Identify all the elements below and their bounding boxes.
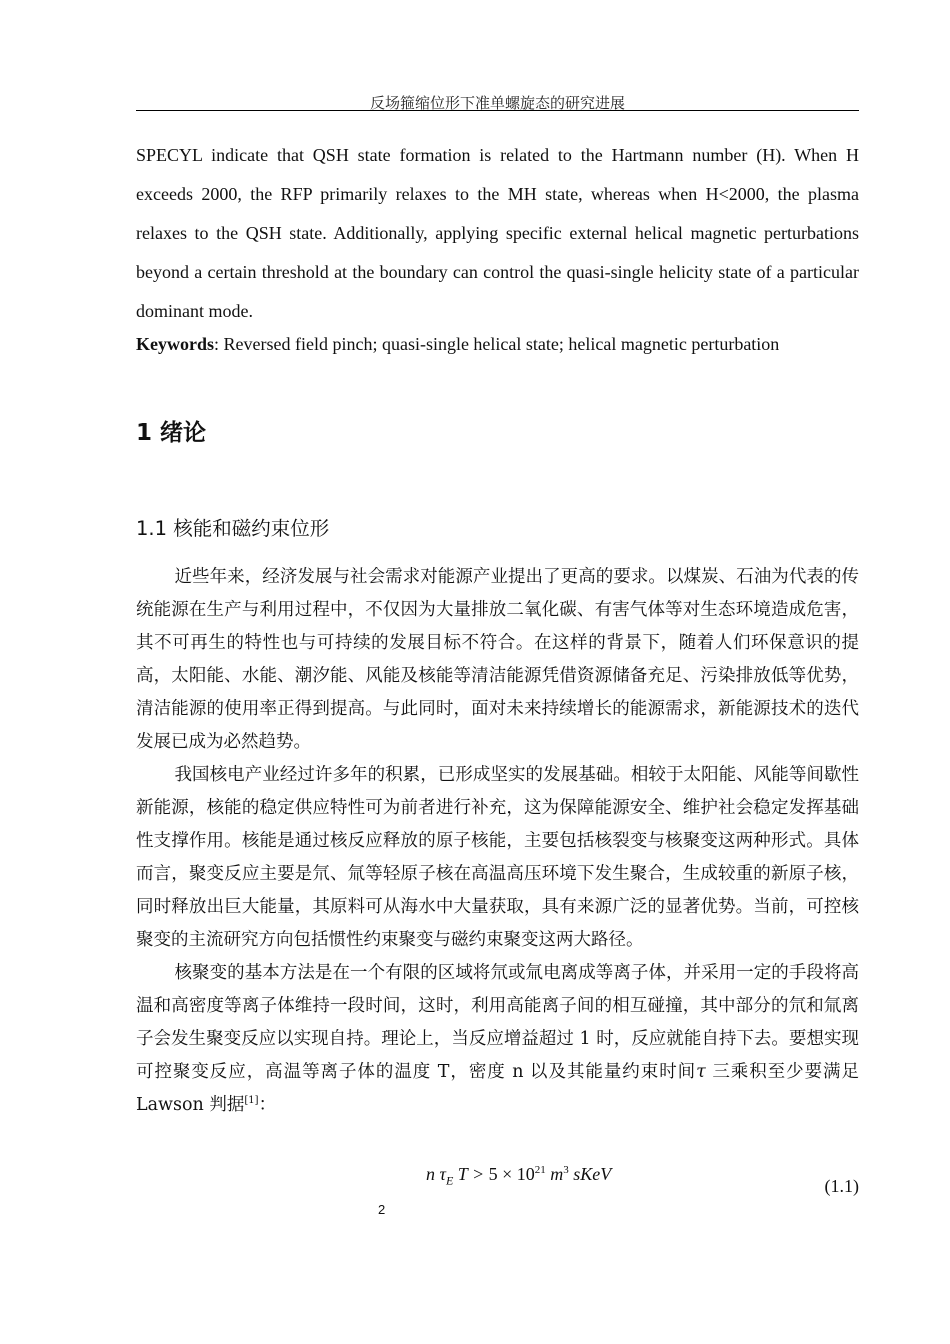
body-text xyxy=(136,561,859,1122)
equation-1-1 xyxy=(136,1162,859,1198)
tau-symbol: τ xyxy=(696,1062,706,1082)
paragraph-1: 近些年来，经济发展与社会需求对能源产业提出了更高的要求。以煤炭、石油为代表的传统能源在生产与利用过程中，不仅因为大量排放二氧化碳、有害气体等对生态环境造成危害，其不可再生的特性也与可持续的发展目标不符合。在这样的背景下，随着人们环保意识的提高，太阳能、水能、潮汐能、风能及核能等清洁能源凭借资源储备充足、污染排放低等优势，清洁能源的使用率正得到提高。与此同时，面对未来持续增长的能源需求，新能源技术的迭代发展已成为必然趋势。 xyxy=(136,567,859,752)
paragraph-3-end: ： xyxy=(258,1095,277,1115)
page-number: 2 xyxy=(378,1202,386,1217)
english-abstract xyxy=(136,136,859,331)
running-header-title: 反场箍缩位形下准单螺旋态的研究进展 xyxy=(369,96,625,112)
paragraph-2: 我国核电产业经过许多年的积累，已形成坚实的发展基础。相较于太阳能、风能等间歇性新能源，核能的稳定供应特性可为前者进行补充，这为保障能源安全、维护社会稳定发挥基础性支撑作用。核能是通过核反应释放的原子核能，主要包括核裂变与核聚变这两种形式。具体而言，聚变反应主要是氘、氚等轻原子核在高温高压环境下发生聚合，生成较重的新原子核，同时释放出巨大能量，其原料可从海水中大量获取，具有来源广泛的显著优势。当前，可控核聚变的主流研究方向包括惯性约束聚变与磁约束聚变这两大路径。 xyxy=(136,765,859,950)
paragraph-3 xyxy=(136,957,859,1122)
abstract-text: SPECYL indicate that QSH state formation is related to the Hartmann number (H). When H exceeds 2000, the RFP primarily relaxes to the MH state, whereas when H<2000, the plasma relaxes to the QSH state. Additionally, applying specific external helical magnetic perturbations beyond a certain threshold at the boundary can control the quasi-single helicity state of a particular dominant mode. xyxy=(136,145,859,321)
section-heading: 1 绪论 xyxy=(136,420,207,446)
lawson-criterion-expression: n $\tau_E$ $T > 5 \times 10^{21}$ $m^3$ sKeV xyxy=(426,1164,612,1188)
header-rule xyxy=(136,110,859,111)
keywords-text: : Reversed field pinch; quasi-single helical state; helical magnetic perturbation xyxy=(214,334,780,354)
equation-number: (1.1) xyxy=(824,1176,859,1196)
citation-ref[interactable]: [1] xyxy=(244,1095,259,1107)
subsection-heading: 1.1 核能和磁约束位形 xyxy=(136,517,330,540)
keywords-label: Keywords xyxy=(136,334,214,354)
keywords-line xyxy=(136,330,859,358)
paragraph-3-text-cont: 三乘积至少要满足 Lawson 判据 xyxy=(136,1062,859,1115)
paragraph-3-text: 核聚变的基本方法是在一个有限的区域将氘或氚电离成等离子体，并采用一定的手段将高温和高密度等离子体维持一段时间，这时，利用高能离子间的相互碰撞，其中部分的氘和氚离子会发生聚变反应以实现自持。理论上，当反应增益超过 1 时，反应就能自持下去。要想实现可控聚变反应，高温等离子体的温度 T，密度 n 以及其能量约束时间 xyxy=(136,963,859,1082)
